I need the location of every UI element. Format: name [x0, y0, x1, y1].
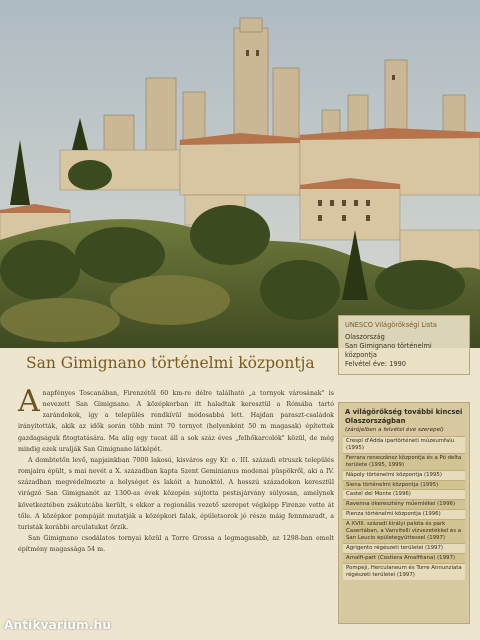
unesco-country: Olaszország	[345, 333, 385, 341]
heritage-site-list	[343, 436, 465, 580]
unesco-inscription-year: Felvétel éve: 1990	[345, 360, 406, 368]
article-paragraph-2: A dombtetőn levő, napjainkban 7000 lakosú, kisváros egy Kr. e. III. századi etruszk település romjaira épült, s mai nevét a X. században kapta Szent Geminianus modenai püspökről, aki a IV. században megvédelmezte a helységet és lakóit a hunoktól. A hosszú századokon keresztül virágzó San Gimignanót az 1300-as évek közepén sújtotta pestisjárvány súlyosan, amelynek következtében zsákutcába került, s ekkor a regionális vezető szerepet végképp Firenze vette át tőle. A középkor pompáját mutatják a középkori falak, épületsorok jó része máig fennmaradt, a turisták korábbi arculatukat őrzik.	[18, 456, 334, 531]
list-item: Castel del Monte (1996)	[343, 489, 465, 499]
list-item: Siena történelmi központja (1995)	[343, 480, 465, 490]
unesco-title: UNESCO Világörökségi Lista	[345, 321, 437, 329]
article-paragraph-1	[18, 384, 334, 455]
world-heritage-sidebar	[338, 402, 470, 624]
list-item: Nápoly történelmi központja (1995)	[343, 470, 465, 480]
list-item: Agrigento régészeti területei (1997)	[343, 543, 465, 553]
article-paragraph-1-text: napfényes Toscanában, Firenzétől 60 km-re délre található „a tornyok városának" is nevezett San Gimignano. A középkorban itt haladtak keresztül a Rómába tartó zarándokok, így a település rendkívül módosabbá lett. Hajdan paraszt-családok irányították, akik az idők során több mint 70 tornyot (helyenként 50 m magasak) építettek gazdagságuk fitogtatására. Ma alig egy tucat áll a sok száz éves „felhőkarcolók" közül, de még mindig ezek uralják San Gimignano látképét.	[18, 390, 334, 453]
list-item: Pienza történelmi központja (1996)	[343, 509, 465, 519]
list-item: Ravenna ókeresztény műemlékei (1996)	[343, 499, 465, 509]
list-item: Amalfi-part (Costiera Amalfitana) (1997)	[343, 553, 465, 563]
sidebar-title: A világörökség további kincsei Olaszországban	[345, 408, 463, 425]
watermark: Antikvarium.hu	[4, 618, 112, 632]
article-body	[18, 384, 334, 555]
list-item: Ferrara reneszánsz központja és a Pó delta területe (1995, 1999)	[343, 453, 465, 470]
article-paragraph-3: San Gimignano csodálatos tornyai közül a Torre Grossa a legmagasabb, az 1298-ban emelt építmény magassága 54 m.	[18, 535, 334, 554]
list-item: Pompeji, Herculaneum és Torre Annunziata régészeti területei (1997)	[343, 563, 465, 580]
unesco-site-name: San Gimignano történelmi központja	[345, 342, 432, 359]
drop-cap: A	[18, 384, 40, 419]
list-item: Crespi d'Adda ipartörténeti múzeumfalu (1995)	[343, 436, 465, 453]
sidebar-subtitle: (zárójelben a felvétel éve szerepel)	[345, 427, 444, 433]
unesco-info-box	[338, 315, 470, 375]
list-item: A XVIII. századi királyi palota és park Casertában, a Vanvitelli vízvezetékkel és a San Leucio épületegyüttessel (1997)	[343, 519, 465, 543]
article-heading: San Gimignano történelmi központja	[26, 354, 315, 372]
